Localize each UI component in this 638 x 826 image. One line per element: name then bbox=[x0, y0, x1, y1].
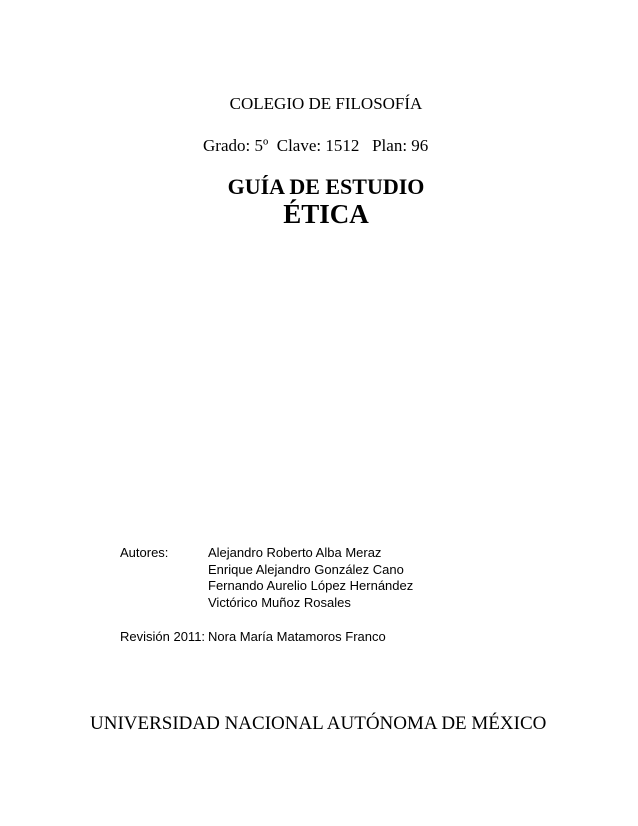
authors-label: Autores: bbox=[120, 545, 169, 560]
author-name: Victórico Muñoz Rosales bbox=[208, 594, 351, 610]
author-name: Enrique Alejandro González Cano bbox=[208, 561, 404, 577]
authors-list bbox=[208, 545, 413, 611]
authors-row bbox=[120, 545, 413, 611]
revision-row bbox=[120, 629, 413, 646]
credits-block bbox=[120, 545, 413, 646]
course-info: Grado: 5º Clave: 1512 Plan: 96 bbox=[203, 136, 429, 155]
guide-title: GUÍA DE ESTUDIO bbox=[227, 174, 425, 199]
author-name: Fernando Aurelio López Hernández bbox=[208, 578, 414, 593]
university-name: UNIVERSIDAD NACIONAL AUTÓNOMA DE MÉXICO bbox=[90, 713, 547, 734]
college-name: COLEGIO DE FILOSOFÍA bbox=[229, 94, 423, 113]
author-name: Alejandro Roberto Alba Meraz bbox=[208, 545, 382, 560]
revision-label: Revisión 2011: bbox=[120, 629, 206, 644]
subject-title: ÉTICA bbox=[283, 199, 369, 229]
revision-author: Nora María Matamoros Franco bbox=[208, 629, 386, 644]
